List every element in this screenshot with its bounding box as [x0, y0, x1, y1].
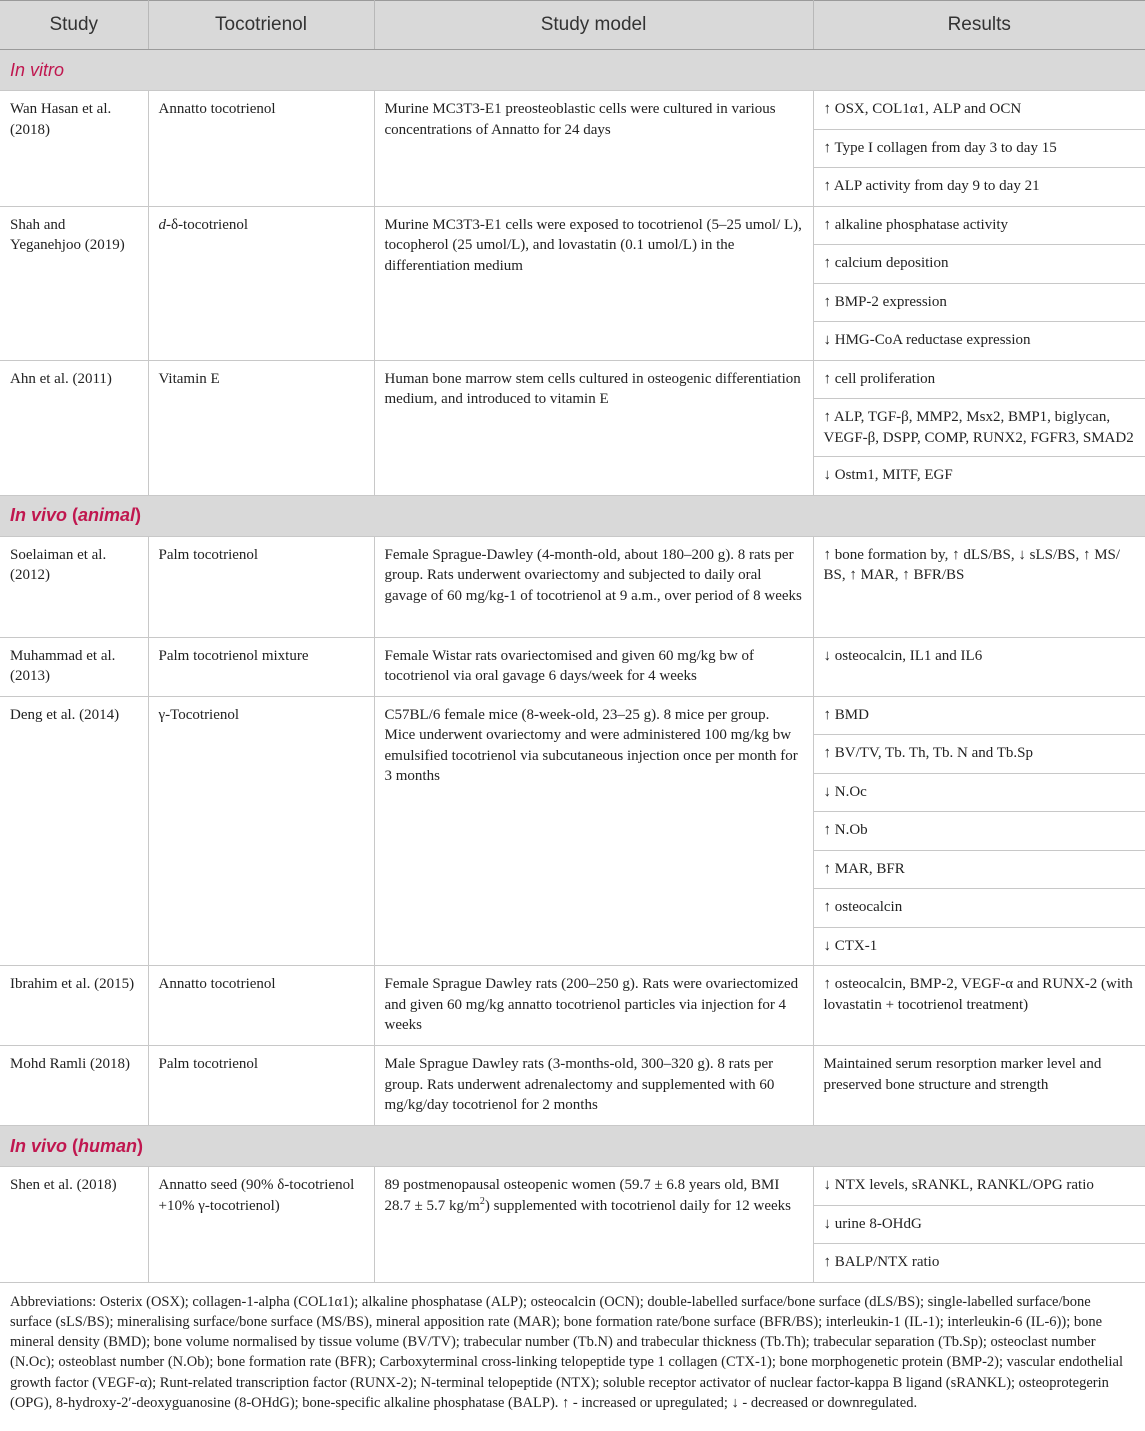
result-cell: ↑ Type I collagen from day 3 to day 15: [813, 129, 1145, 168]
tocotrienol-cell: Palm tocotrienol: [148, 1046, 374, 1126]
study-model-cell: [374, 1167, 813, 1283]
study-cell: Muhammad et al. (2013): [0, 637, 148, 696]
table-header: [0, 1, 1145, 50]
result-cell: ↑ BALP/NTX ratio: [813, 1244, 1145, 1283]
table-row: [0, 1046, 1145, 1126]
tocotrienol-cell: Palm tocotrienol mixture: [148, 637, 374, 696]
study-cell: Deng et al. (2014): [0, 696, 148, 966]
section-row-in-vivo-human: [0, 1126, 1145, 1167]
result-cell: ↓ N.Oc: [813, 773, 1145, 812]
table-row: [0, 360, 1145, 399]
table-row: [0, 536, 1145, 637]
result-cell: ↑ alkaline phosphatase activity: [813, 206, 1145, 245]
tocotrienol-prefix: d: [158, 216, 166, 233]
table-row: [0, 1167, 1145, 1206]
section-title-c: animal: [78, 505, 136, 526]
table-row: [0, 696, 1145, 735]
result-cell: ↑ bone formation by, ↑ dLS/BS, ↓ sLS/BS, ↑ MS/ BS, ↑ MAR, ↑ BFR/BS: [813, 536, 1145, 637]
section-label: [0, 1126, 1145, 1167]
study-model-cell: Female Sprague-Dawley (4-month-old, about 180–200 g). 8 rats per group. Rats underwent ovariectomy and subjected to daily oral gavage of 60 mg/kg-1 of tocotrienol at 9 a.m., over period of 8 weeks: [374, 536, 813, 637]
table-row: [0, 966, 1145, 1046]
result-cell: ↑ ALP, TGF-β, MMP2, Msx2, BMP1, biglycan, VEGF-β, DSPP, COMP, RUNX2, FGFR3, SMAD2: [813, 399, 1145, 457]
study-cell: Mohd Ramli (2018): [0, 1046, 148, 1126]
abbreviations-footnote: Abbreviations: Osterix (OSX); collagen-1-alpha (COL1α1); alkaline phosphatase (ALP); osteocalcin (OCN); double-labelled surface/bone surface (dLS/BS); single-labelled surface/bone surface (sLS/BS); mineralising surface/bone surface (MS/BS), mineral apposition rate (MAR); bone formation rate/bone surface (BFR/BS); interleukin-1 (IL-1); interleukin-6 (IL-6)); bone mineral density (BMD); bone volume normalised by tissue volume (BV/TV); trabecular number (Tb.N) and trabecular thickness (Tb.Th); trabecular separation (Tb.Sp); osteoclast number (N.Oc); osteoblast number (N.Ob); bone formation rate (BFR); Carboxyterminal cross-linking telopeptide type 1 collagen (CTX-1); bone morphogenetic protein (BMP-2); vascular endothelial growth factor (VEGF-α); Runt-related transcription factor (RUNX-2); N-terminal telopeptide (NTX); soluble receptor activator of nuclear factor-kappa B ligand (sRANKL); osteoprotegerin (OPG), 8-hydroxy-2′-deoxyguanosine (8-OHdG); bone-specific alkaline phosphatase (BALP). ↑ - increased or upregulated; ↓ - decreased or downregulated.: [10, 1293, 1123, 1411]
study-model-cell: Murine MC3T3-E1 preosteoblastic cells were cultured in various concentrations of Annatto for 24 days: [374, 91, 813, 207]
tocotrienol-cell: Annatto tocotrienol: [148, 966, 374, 1046]
header-study: Study: [0, 1, 148, 50]
result-cell: ↑ cell proliferation: [813, 360, 1145, 399]
study-model-text-a: 89 postmenopausal osteopenic women (59.7 ± 6.8 years old, BMI 28.7 ± 5.7 kg/m: [384, 1177, 780, 1214]
tocotrienol-cell: [148, 206, 374, 360]
tocotrienol-cell: Annatto tocotrienol: [148, 91, 374, 207]
superscript: 2: [479, 1195, 485, 1207]
result-cell: ↑ osteocalcin: [813, 889, 1145, 928]
study-model-cell: C57BL/6 female mice (8-week-old, 23–25 g). 8 mice per group. Mice underwent ovariectomy and were administered 100 mg/kg bw emulsified tocotrienol via subcutaneous injection once per month for 3 months: [374, 696, 813, 966]
result-cell: ↑ BV/TV, Tb. Th, Tb. N and Tb.Sp: [813, 735, 1145, 774]
result-cell: ↑ BMD: [813, 696, 1145, 735]
study-cell: Shen et al. (2018): [0, 1167, 148, 1283]
result-cell: ↑ osteocalcin, BMP-2, VEGF-α and RUNX-2 (with lovastatin + tocotrienol treatment): [813, 966, 1145, 1046]
study-model-cell: Male Sprague Dawley rats (3-months-old, 300–320 g). 8 rats per group. Rats underwent adrenalectomy and supplemented with 60 mg/kg/day tocotrienol for 2 months: [374, 1046, 813, 1126]
section-title-b: (: [67, 505, 79, 526]
table-row: [0, 91, 1145, 130]
result-cell: Maintained serum resorption marker level and preserved bone structure and strength: [813, 1046, 1145, 1126]
table-row: [0, 206, 1145, 245]
result-cell: ↓ NTX levels, sRANKL, RANKL/OPG ratio: [813, 1167, 1145, 1206]
result-cell: ↑ MAR, BFR: [813, 850, 1145, 889]
result-cell: ↓ Ostm1, MITF, EGF: [813, 457, 1145, 496]
study-model-cell: Female Sprague Dawley rats (200–250 g). Rats were ovariectomized and given 60 mg/kg annatto tocotrienol particles via injection for 4 weeks: [374, 966, 813, 1046]
study-model-cell: Murine MC3T3-E1 cells were exposed to tocotrienol (5–25 umol/ L), tocopherol (25 umol/L), and lovastatin (0.1 umol/L) in the differentiation medium: [374, 206, 813, 360]
result-cell: ↓ HMG-CoA reductase expression: [813, 322, 1145, 361]
table-row: [0, 637, 1145, 696]
section-title-b: (: [67, 1135, 79, 1156]
study-model-text-b: ) supplemented with tocotrienol daily for 12 weeks: [484, 1197, 792, 1214]
study-model-cell: Human bone marrow stem cells cultured in osteogenic differentiation medium, and introduced to vitamin E: [374, 360, 813, 495]
tocotrienol-cell: γ-Tocotrienol: [148, 696, 374, 966]
study-cell: Shah and Yeganehjoo (2019): [0, 206, 148, 360]
result-cell: ↑ calcium deposition: [813, 245, 1145, 284]
section-title-a: In vivo: [10, 505, 68, 526]
section-title-a: In vivo: [10, 1135, 68, 1156]
tocotrienol-cell: Vitamin E: [148, 360, 374, 495]
section-title: In vitro: [10, 59, 65, 80]
section-title-d: ): [135, 505, 142, 526]
result-cell: ↓ CTX-1: [813, 927, 1145, 966]
section-title-d: ): [137, 1135, 144, 1156]
section-title-c: human: [78, 1135, 138, 1156]
study-cell: Wan Hasan et al. (2018): [0, 91, 148, 207]
section-row-in-vitro: [0, 50, 1145, 91]
section-label: [0, 495, 1145, 536]
study-cell: Ibrahim et al. (2015): [0, 966, 148, 1046]
header-tocotrienol: Tocotrienol: [148, 1, 374, 50]
result-cell: ↑ N.Ob: [813, 812, 1145, 851]
tocotrienol-name: -δ-tocotrienol: [166, 216, 249, 233]
study-cell: Soelaiman et al. (2012): [0, 536, 148, 637]
result-cell: ↑ OSX, COL1α1, ALP and OCN: [813, 91, 1145, 130]
result-cell: ↓ urine 8-OHdG: [813, 1205, 1145, 1244]
section-row-in-vivo-animal: [0, 495, 1145, 536]
header-results: Results: [813, 1, 1145, 50]
result-cell: ↑ BMP-2 expression: [813, 283, 1145, 322]
tocotrienol-cell: Annatto seed (90% δ-tocotrienol +10% γ-tocotrienol): [148, 1167, 374, 1283]
header-study-model: Study model: [374, 1, 813, 50]
study-cell: Ahn et al. (2011): [0, 360, 148, 495]
result-cell: ↑ ALP activity from day 9 to day 21: [813, 168, 1145, 207]
study-model-cell: Female Wistar rats ovariectomised and given 60 mg/kg bw of tocotrienol via oral gavage 6 days/week for 4 weeks: [374, 637, 813, 696]
section-label: [0, 50, 1145, 91]
result-cell: ↓ osteocalcin, IL1 and IL6: [813, 637, 1145, 696]
tocotrienol-cell: Palm tocotrienol: [148, 536, 374, 637]
